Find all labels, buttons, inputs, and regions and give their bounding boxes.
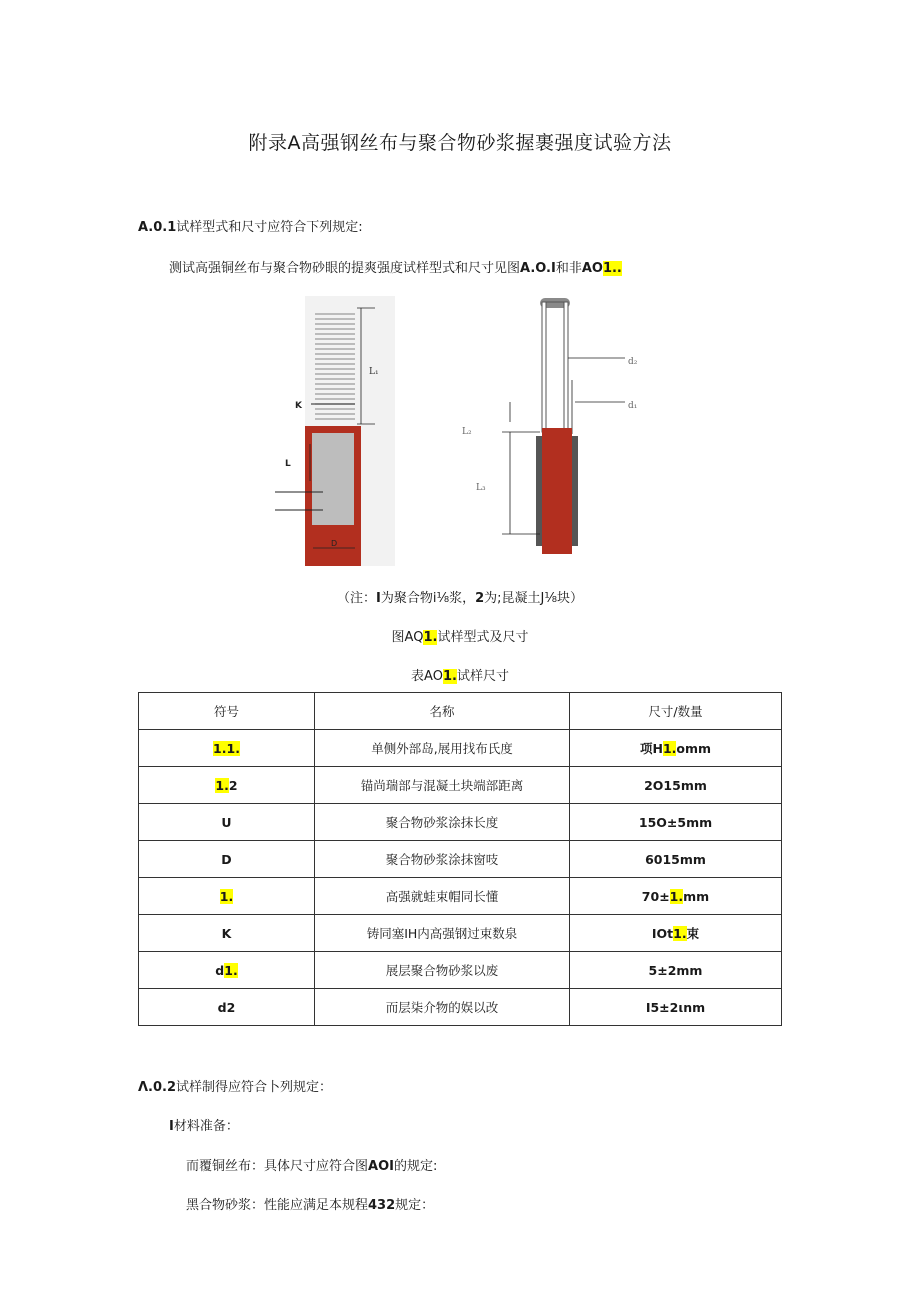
figure-ref: AOI (368, 1159, 394, 1174)
label-d2: d₂ (628, 357, 638, 367)
header-name: 名称 (315, 693, 570, 730)
highlight: 1. (219, 888, 234, 904)
specimen-front-figure (285, 296, 395, 566)
size-unit: mm (683, 888, 710, 904)
label-l1: L₁ (369, 367, 379, 377)
label-l: L (285, 459, 291, 469)
cell-symbol (139, 878, 315, 915)
cell-size: 5±2mm (570, 952, 782, 989)
symbol-text: 2 (228, 777, 238, 793)
material-line-2 (186, 1194, 434, 1213)
paragraph-1 (169, 257, 622, 276)
cell-size (570, 878, 782, 915)
highlight: 1. (673, 926, 687, 941)
material-line-1 (186, 1155, 437, 1174)
table-row (139, 989, 782, 1026)
header-size: 尺寸/数量 (570, 693, 782, 730)
size-text: IOt (651, 926, 674, 941)
item-number: I (169, 1119, 174, 1134)
figure-note (0, 587, 920, 606)
cell-size (570, 915, 782, 952)
cell-size: 15O±5mm (570, 804, 782, 841)
line-text: 而覆铜丝布：具体尺寸应符合图 (186, 1159, 369, 1174)
highlight: 1. (224, 962, 238, 978)
note-open: （注： (337, 591, 377, 606)
specimen-size-table (138, 692, 782, 1026)
section-text: 试样型式和尺寸应符合下列规定: (176, 220, 363, 235)
label-d1: d₁ (628, 401, 638, 411)
cell-symbol: U (139, 804, 315, 841)
table-header-row (139, 693, 782, 730)
paragraph-text: 测试高强铜丝布与聚合物砂眼的提爽强度试样型式和尺寸见图 (169, 261, 521, 276)
caption-post: 试样型式及尺寸 (437, 630, 529, 645)
cell-size (570, 730, 782, 767)
highlight: 1. (662, 741, 677, 756)
figure-ref: A.O.I (520, 261, 556, 276)
caption-pre: 图AQ (391, 630, 424, 645)
highlight: 1.1. (213, 740, 240, 756)
table-row (139, 767, 782, 804)
size-unit: 束 (686, 926, 700, 941)
line-text: 黑合物砂浆：性能应满足本规程 (186, 1198, 369, 1213)
cell-symbol (139, 730, 315, 767)
table-row (139, 878, 782, 915)
section-a02 (138, 1076, 332, 1095)
clause-ref: 432 (368, 1198, 396, 1213)
cell-name: 而层柒介物的娱以改 (315, 989, 570, 1026)
cell-symbol: K (139, 915, 315, 952)
figure-caption (0, 626, 920, 645)
note-number-2: 2 (475, 591, 485, 606)
paragraph-mid: 和非 (555, 261, 582, 276)
label-l3: L₃ (476, 483, 486, 493)
size-unit: omm (676, 741, 712, 756)
section-text: 试样制得应符合卜列规定： (176, 1080, 333, 1095)
section-number: A.0.1 (138, 220, 177, 235)
highlight: 1. (669, 888, 684, 904)
cell-name: 高强就蛙束帽同长懂 (315, 878, 570, 915)
section-a01 (138, 216, 363, 235)
cell-name: 单侧外部岛,展用找布氏度 (315, 730, 570, 767)
note-number-1: I (376, 591, 381, 606)
cell-symbol: d2 (139, 989, 315, 1026)
item-text: 材料准备： (173, 1119, 239, 1134)
cell-size: I5±2ιnm (570, 989, 782, 1026)
note-text-2: 为;昆凝土J⅛块） (484, 591, 583, 606)
line-text-end: 规定： (395, 1198, 435, 1213)
cell-size: 2O15mm (570, 767, 782, 804)
highlight: 1. (442, 669, 457, 684)
symbol-text: d (215, 962, 225, 978)
highlight: 1. (423, 630, 438, 645)
figure-ref-2: AO (581, 261, 603, 276)
cell-symbol: D (139, 841, 315, 878)
header-symbol: 符号 (139, 693, 315, 730)
table-row (139, 952, 782, 989)
page-title: 附录A高强钢丝布与聚合物砂浆握裹强度试验方法 (248, 132, 672, 154)
table-row (139, 730, 782, 767)
table-row (139, 915, 782, 952)
item-1 (169, 1115, 239, 1134)
specimen-side-figure (450, 294, 650, 564)
cell-size: 6015mm (570, 841, 782, 878)
caption-post: 试样尺寸 (456, 669, 509, 684)
cell-name: 铸同塞IH内高强钢过束数泉 (315, 915, 570, 952)
cell-symbol (139, 767, 315, 804)
cell-symbol (139, 952, 315, 989)
note-text-1: 为聚合物i⅛浆， (380, 591, 476, 606)
size-text: 70± (641, 888, 670, 904)
table-caption (0, 665, 920, 684)
highlight: 1.. (602, 261, 622, 276)
caption-pre: 表AO (411, 669, 443, 684)
table-row (139, 804, 782, 841)
cell-name: 聚合物砂浆涂抹窗吱 (315, 841, 570, 878)
label-k: K (295, 401, 302, 411)
cell-name: 锚尚瑞部与混凝土块端部距离 (315, 767, 570, 804)
cell-name: 展层聚合物砂浆以废 (315, 952, 570, 989)
cell-name: 聚合物砂浆涂抹长度 (315, 804, 570, 841)
table-row (139, 841, 782, 878)
label-d: D (331, 539, 338, 548)
label-l2: L₂ (462, 427, 472, 437)
size-text: 项H (639, 741, 663, 756)
section-number: Λ.0.2 (138, 1080, 177, 1095)
line-text-end: 的规定: (393, 1159, 438, 1174)
highlight: 1. (215, 777, 229, 793)
